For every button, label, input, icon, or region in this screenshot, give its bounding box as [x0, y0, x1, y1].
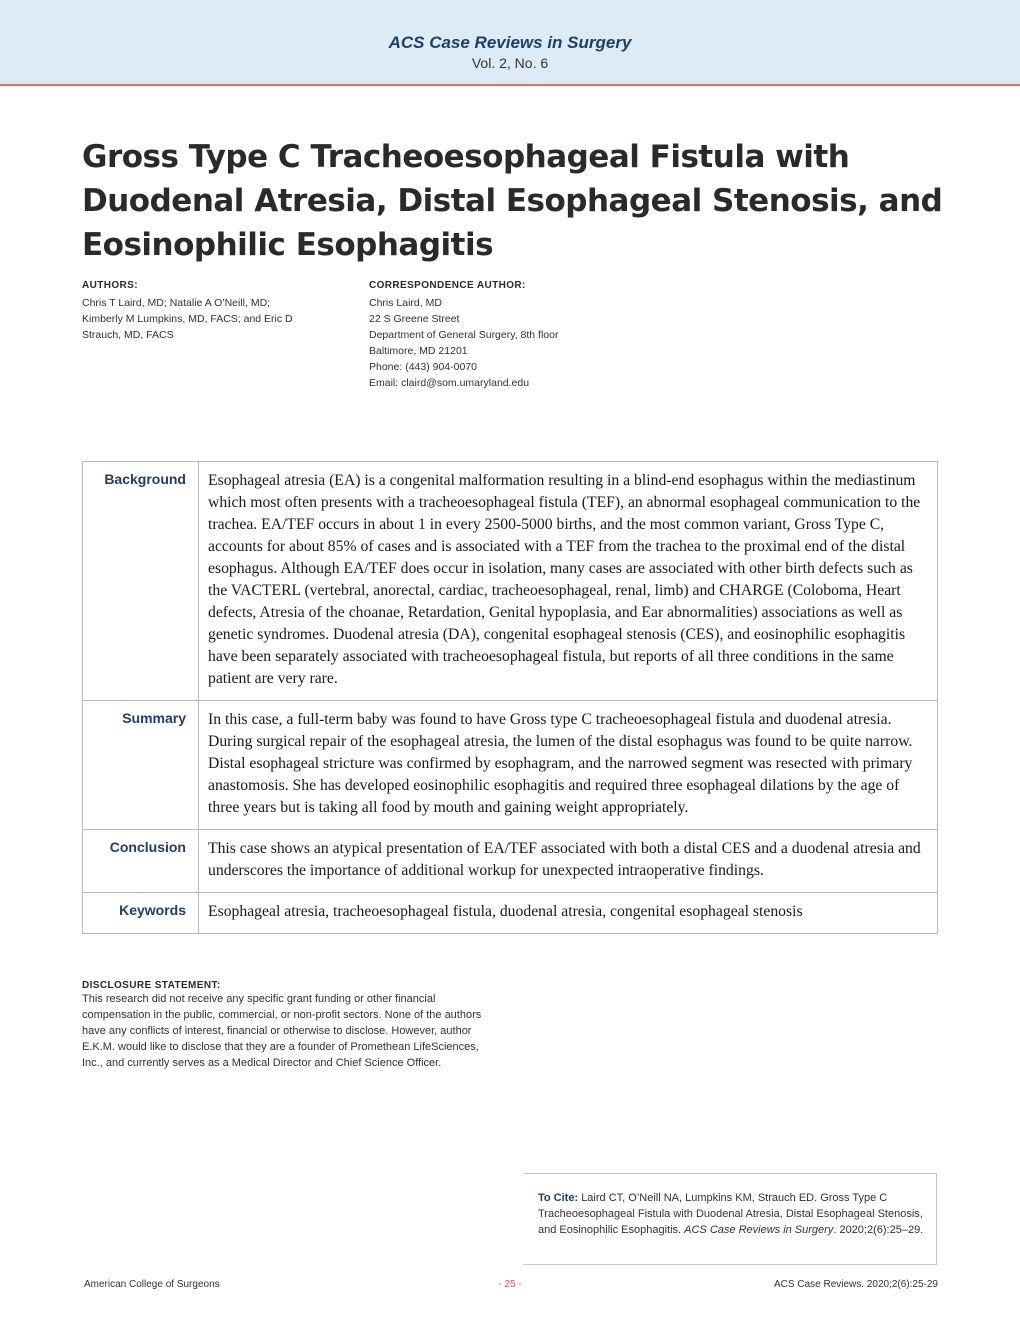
journal-volume: Vol. 2, No. 6: [471, 55, 549, 71]
correspondence-line: Department of General Surgery, 8th floor: [369, 329, 559, 341]
abstract-row-background: [83, 462, 938, 701]
footer-publisher: American College of Surgeons: [84, 1279, 220, 1290]
conclusion-label: Conclusion: [83, 830, 199, 893]
footer-citation: ACS Case Reviews. 2020;2(6):25-29: [774, 1279, 938, 1290]
background-label: Background: [83, 462, 199, 701]
journal-title: ACS Case Reviews in Surgery: [388, 33, 632, 52]
correspondence-line: Baltimore, MD 21201: [369, 345, 468, 357]
abstract-row-conclusion: [83, 830, 938, 893]
citation-label: To Cite:: [538, 1192, 579, 1204]
author-line: Strauch, MD, FACS: [82, 329, 174, 341]
correspondence-line: 22 S Greene Street: [369, 313, 460, 325]
disclosure-text: This research did not receive any specific grant funding or other financial compensation in the public, commercial, or non-profit sectors. None of the authors have any conflicts of interest, financial or otherwise to disclose. However, author E.K.M. would like to disclose that they are a founder of Promethean LifeSciences, Inc., and currently serves as a Medical Director and Chief Science Officer.: [82, 993, 482, 1069]
journal-header: [0, 0, 1020, 86]
author-line: Chris T Laird, MD; Natalie A O’Neill, MD;: [82, 297, 271, 309]
keywords-text: Esophageal atresia, tracheoesophageal fistula, duodenal atresia, congenital esophageal stenosis: [199, 893, 938, 934]
author-line: Kimberly M Lumpkins, MD, FACS; and Eric D: [82, 313, 293, 325]
authors-label: AUTHORS:: [82, 280, 138, 291]
citation-text: Laird CT, O’Neill NA, Lumpkins KM, Strauch ED. Gross Type C Tracheoesophageal Fistula with Duodenal Atresia, Distal Esophageal Stenosis, and Eosinophilic Esophagitis.: [538, 1192, 923, 1236]
correspondence-line: Chris Laird, MD: [369, 297, 442, 309]
disclosure-label: DISCLOSURE STATEMENT:: [82, 980, 221, 991]
correspondence-block: [369, 280, 669, 391]
disclosure-block: [82, 980, 502, 1071]
footer-page-number: - 25 -: [498, 1279, 522, 1290]
correspondence-line: Phone: (443) 904-0070: [369, 361, 477, 373]
abstract-row-keywords: [83, 893, 938, 934]
summary-text: In this case, a full-term baby was found to have Gross type C tracheoesophageal fistula and duodenal atresia. During surgical repair of the esophageal atresia, the lumen of the distal esophagus was found to be quite narrow. Distal esophageal stricture was confirmed by esophagram, and the narrowed segment was resected with primary anastomosis. She has developed eosinophilic esophagitis and required three esophageal dilations by the age of three years but is taking all food by mouth and gaining weight appropriately.: [199, 701, 938, 830]
correspondence-email[interactable]: Email: claird@som.umaryland.edu: [369, 377, 530, 389]
abstract-table: [82, 461, 938, 934]
authors-block: [82, 280, 344, 343]
article-title: Gross Type C Tracheoesophageal Fistula with Duodenal Atresia, Distal Esophageal Stenosis, and Eosinophilic Esophagitis: [82, 139, 943, 263]
abstract-row-summary: [83, 701, 938, 830]
citation-box: To Cite: Laird CT, O’Neill NA, Lumpkins KM, Strauch ED. Gross Type C Tracheoesophageal Fistula with Duodenal Atresia, Distal Esophageal Stenosis, and Eosinophilic Esophagitis. ACS Case Reviews in Surgery. 2020;2(6):25–29.: [523, 1173, 937, 1265]
correspondence-label: CORRESPONDENCE AUTHOR:: [369, 280, 526, 291]
citation-details: 2020;2(6):25–29.: [839, 1224, 924, 1236]
citation-journal: ACS Case Reviews in Surgery: [684, 1224, 834, 1236]
background-text: Esophageal atresia (EA) is a congenital malformation resulting in a blind-end esophagus within the mediastinum which most often presents with a tracheoesophageal fistula (TEF), an abnormal esophageal communication to the trachea. EA/TEF occurs in about 1 in every 2500-5000 births, and the most common variant, Gross Type C, accounts for about 85% of cases and is associated with a TEF from the trachea to the proximal end of the distal esophagus. Although EA/TEF does occur in isolation, many cases are associated with other birth defects such as the VACTERL (vertebral, anorectal, cardiac, tracheoesophageal, renal, limb) and CHARGE (Coloboma, Heart defects, Atresia of the choanae, Retardation, Genital hypoplasia, and Ear abnormalities) associations as well as genetic syndromes. Duodenal atresia (DA), congenital esophageal stenosis (CES), and eosinophilic esophagitis have been separately associated with tracheoesophageal fistula, but reports of all three conditions in the same patient are very rare.: [208, 472, 921, 687]
keywords-label: Keywords: [83, 893, 199, 934]
summary-label: Summary: [83, 701, 199, 830]
conclusion-text: This case shows an atypical presentation of EA/TEF associated with both a distal CES and a duodenal atresia and underscores the importance of additional workup for unexpected intraoperative findings.: [199, 830, 938, 893]
